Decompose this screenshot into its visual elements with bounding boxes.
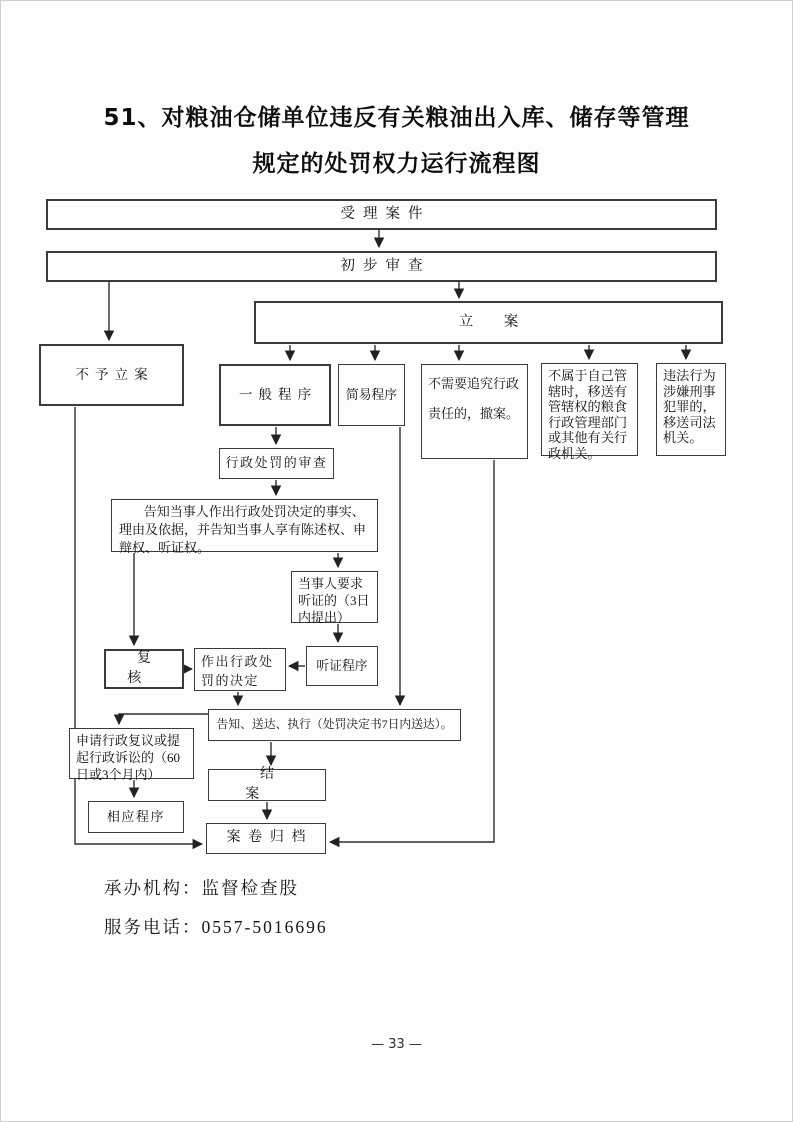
node-punishment-review: 行政处罚的审查: [219, 448, 334, 479]
node-accept-case: 受理案件: [46, 199, 717, 230]
node-make-decision: 作出行政处罚的决定: [194, 648, 286, 691]
node-summary-procedure: 简易程序: [338, 364, 405, 426]
page-number: — 33 —: [371, 1037, 422, 1052]
node-hearing-procedure: 听证程序: [306, 646, 378, 686]
node-inform-deliver-execute: 告知、送达、执行（处罚决定书7日内送达）。: [208, 709, 461, 741]
node-transfer-judicial: 违法行为涉嫌刑事犯罪的，移送司法机关。: [656, 363, 726, 456]
node-inform-rights: 告知当事人作出行政处罚决定的事实、理由及依据，并告知当事人享有陈述权、申辩权、听证权。: [111, 499, 378, 552]
node-request-hearing: 当事人要求听证的（3日内提出）: [291, 571, 378, 623]
node-reconsideration-or-lawsuit: 申请行政复议或提起行政诉讼的（60日或3个月内）: [69, 728, 194, 779]
node-withdraw-case: 不需要追究行政责任的，撤案。: [421, 364, 528, 459]
node-file-case: 立案: [254, 301, 723, 344]
handling-agency-line: 承办机构：监督检查股: [104, 878, 299, 898]
node-transfer-admin: 不属于自己管辖时，移送有管辖权的粮食行政管理部门或其他有关行政机关。: [541, 363, 638, 456]
node-recheck: 复核: [104, 649, 184, 689]
page-title-line1: 51、对粮油仓储单位违反有关粮油出入库、储存等管理: [103, 105, 690, 131]
node-preliminary-review: 初步审查: [46, 251, 717, 282]
page-title: [1, 95, 792, 187]
node-archive-file: 案卷归档: [206, 823, 326, 854]
service-phone-line: 服务电话：0557-5016696: [104, 917, 328, 937]
node-general-procedure: 一般程序: [219, 364, 331, 426]
node-no-case: 不予立案: [39, 344, 184, 406]
page-title-line2: 规定的处罚权力运行流程图: [252, 151, 541, 177]
node-corresponding-procedure: 相应程序: [88, 801, 184, 833]
node-close-case: 结案: [208, 769, 326, 801]
